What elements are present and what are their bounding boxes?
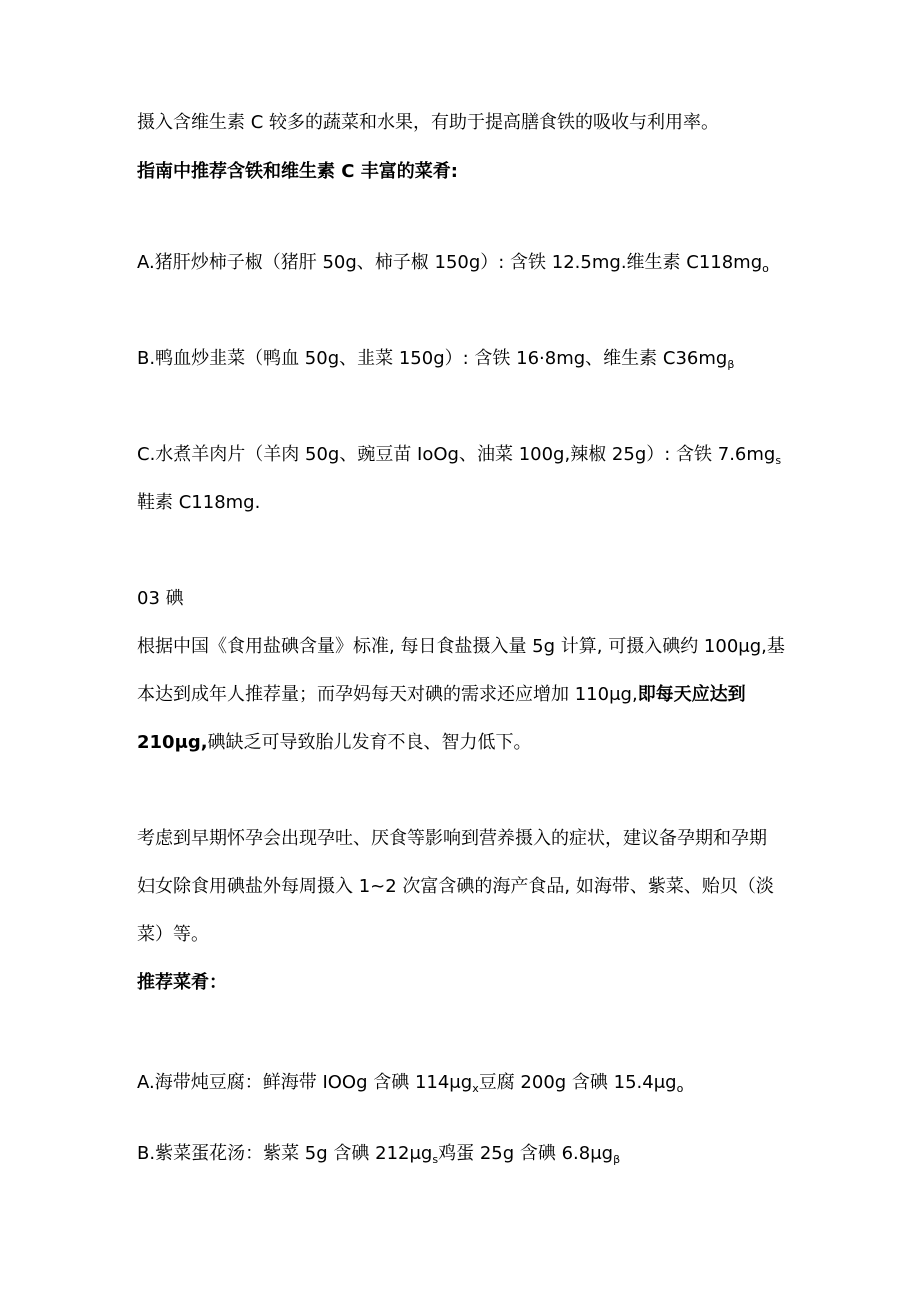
iodine-dish-b-sub2: β [613, 1153, 621, 1166]
iodine-para1-line2 [137, 683, 746, 707]
iodine-para1-line2-bold: 即每天应达到 [637, 684, 746, 705]
iodine-dish-b-sub1: s [432, 1153, 439, 1166]
iodine-para2-line2: 妇女除食用碘盐外每周摄入 1~2 次富含碘的海产食品, 如海带、紫菜、贻贝（淡 [137, 876, 774, 897]
iron-dish-c [137, 443, 781, 473]
iron-recommend-heading: 指南中推荐含铁和维生素 C 丰富的菜肴: [137, 161, 458, 182]
iron-intro-line: 摄入含维生素 C 较多的蔬菜和水果，有助于提高膳食铁的吸收与利用率。 [137, 112, 720, 133]
iron-dish-c-text: C.水煮羊肉片（羊肉 50g、豌豆苗 IoOg、油菜 100g,辣椒 25g）: 含铁 7.6mg [137, 444, 776, 465]
iron-dish-b-text: B.鸭血炒韭菜（鸭血 50g、韭菜 150g）: 含铁 16·8mg、维生素 C36mg [137, 348, 728, 369]
iodine-section-heading: 03 碘 [137, 588, 184, 609]
iron-dish-a-suffix: o [762, 262, 769, 275]
iodine-para1-line1: 根据中国《食用盐碘含量》标准, 每日食盐摄入量 5g 计算, 可摄入碘约 100μg,基 [137, 636, 785, 657]
iodine-para1-line3-normal: 碘缺乏可导致胎儿发育不良、智力低下。 [207, 732, 532, 753]
iodine-dish-a-part2: 豆腐 200g 含碘 15.4μg [478, 1072, 677, 1093]
iodine-dish-a [137, 1071, 683, 1101]
iodine-para1-line3-bold: 210μg, [137, 732, 208, 753]
iodine-para1-line2-normal: 本达到成年人推荐量；而孕妈每天对碘的需求还应增加 110μg, [137, 684, 638, 705]
iron-dish-a [137, 251, 769, 281]
iodine-dish-b-part1: B.紫菜蛋花汤：紫菜 5g 含碘 212μg [137, 1143, 433, 1164]
iron-dish-a-text: A.猪肝炒柿子椒（猪肝 50g、柿子椒 150g）: 含铁 12.5mg.维生素 C118mg [137, 252, 763, 273]
iodine-dish-b [137, 1142, 620, 1172]
iodine-para2-line3: 菜）等。 [137, 924, 209, 945]
iodine-dish-b-part2: 鸡蛋 25g 含碘 6.8μg [438, 1143, 614, 1164]
iron-dish-c-continuation: 鞋素 C118mg. [137, 492, 261, 513]
iodine-recommend-heading: 推荐菜肴： [137, 972, 227, 993]
iodine-para1-line3 [137, 731, 532, 755]
iodine-dish-a-part1: A.海带炖豆腐：鲜海带 IOOg 含碘 114μg [137, 1072, 473, 1093]
iodine-dish-a-sub1: x [472, 1082, 479, 1095]
iron-dish-b-suffix: β [727, 358, 735, 371]
iodine-para2-line1: 考虑到早期怀孕会出现孕吐、厌食等影响到营养摄入的症状，建议备孕期和孕期 [137, 828, 767, 849]
iodine-dish-a-sub2: o [676, 1082, 684, 1095]
iron-dish-c-suffix: s [775, 454, 782, 467]
iron-dish-b [137, 347, 734, 377]
